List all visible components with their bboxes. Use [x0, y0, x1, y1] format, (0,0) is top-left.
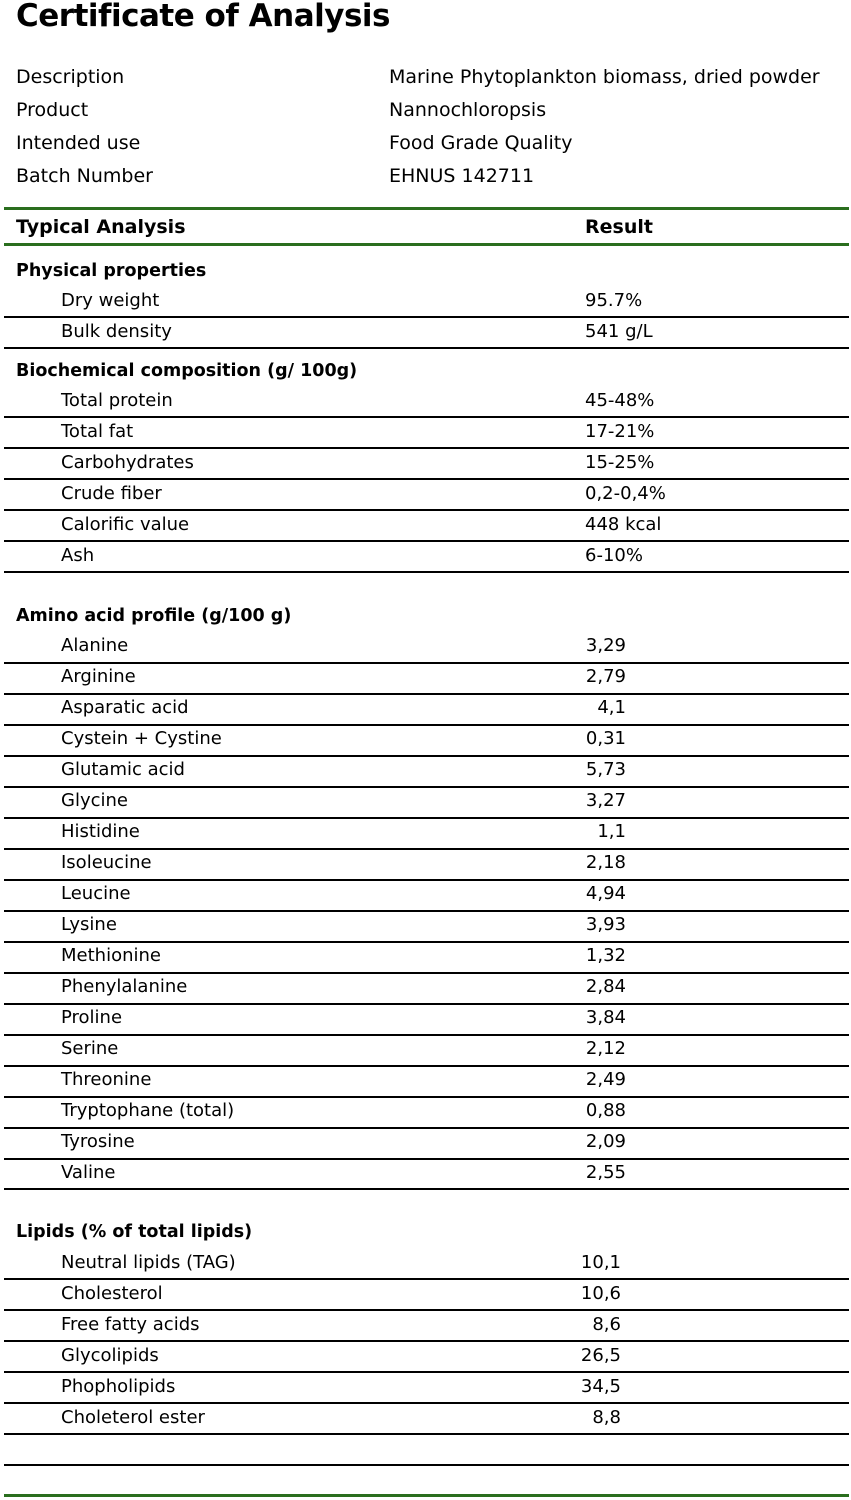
row-label: Tryptophane (total) [61, 1100, 235, 1121]
row-value: 17-21% [585, 421, 655, 442]
column-header-result: Result [585, 216, 653, 238]
page-title: Certificate of Analysis [16, 0, 390, 34]
table-row [0, 724, 851, 755]
row-label: Valine [61, 1162, 116, 1183]
row-value: 3,29 [585, 635, 626, 656]
row-value: 8,8 [592, 1407, 621, 1428]
table-header-rule [4, 243, 849, 246]
row-label: Lysine [61, 914, 117, 935]
row-value: 2,09 [585, 1131, 626, 1152]
section-title-amino-acid-profile: Amino acid profile (g/100 g) [16, 606, 292, 626]
table-row [0, 1003, 851, 1034]
row-label: Isoleucine [61, 852, 152, 873]
section-title-biochemical-composition: Biochemical composition (g/ 100g) [16, 361, 358, 381]
row-label: Crude fiber [61, 483, 162, 504]
row-value: 10,6 [580, 1283, 621, 1304]
row-label: Calorific value [61, 514, 190, 535]
row-label: Phenylalanine [61, 976, 188, 997]
section-title-lipids: Lipids (% of total lipids) [16, 1222, 253, 1242]
row-label: Carbohydrates [61, 452, 194, 473]
row-value: 6-10% [585, 545, 643, 566]
table-row [0, 386, 851, 417]
table-row [0, 417, 851, 448]
info-value: Nannochloropsis [389, 99, 547, 121]
row-value: 26,5 [580, 1345, 621, 1366]
row-divider [4, 1188, 849, 1190]
row-label: Bulk density [61, 321, 172, 342]
row-label: Tyrosine [61, 1131, 135, 1152]
row-value: 1,32 [585, 945, 626, 966]
row-value: 541 g/L [585, 321, 653, 342]
row-label: Serine [61, 1038, 119, 1059]
row-label: Arginine [61, 666, 136, 687]
info-value: Marine Phytoplankton biomass, dried powder [389, 66, 820, 88]
table-row [0, 941, 851, 972]
info-row-description [0, 61, 851, 94]
table-row [0, 1341, 851, 1372]
table-row [0, 693, 851, 724]
row-label: Threonine [61, 1069, 152, 1090]
row-value: 34,5 [580, 1376, 621, 1397]
row-value: 2,12 [585, 1038, 626, 1059]
row-label: Free fatty acids [61, 1314, 200, 1335]
table-row [0, 755, 851, 786]
table-row [0, 879, 851, 910]
row-value: 2,49 [585, 1069, 626, 1090]
row-label: Ash [61, 545, 95, 566]
row-label: Total fat [61, 421, 134, 442]
row-label: Leucine [61, 883, 131, 904]
row-label: Alanine [61, 635, 129, 656]
row-value: 95.7% [585, 290, 643, 311]
table-row [0, 510, 851, 541]
table-row [0, 848, 851, 879]
row-value: 448 kcal [585, 514, 662, 535]
row-label: Dry weight [61, 290, 160, 311]
info-value: EHNUS 142711 [389, 165, 535, 187]
row-divider [4, 571, 849, 573]
table-row [0, 448, 851, 479]
row-value: 1,1 [597, 821, 626, 842]
row-value: 45-48% [585, 390, 655, 411]
row-value: 0,2-0,4% [585, 483, 666, 504]
row-divider [4, 1433, 849, 1435]
section-title-physical-properties: Physical properties [16, 261, 207, 281]
row-label: Choleterol ester [61, 1407, 205, 1428]
table-row [0, 786, 851, 817]
table-row [0, 662, 851, 693]
row-label: Methionine [61, 945, 161, 966]
row-value: 2,79 [585, 666, 626, 687]
table-top-rule [4, 207, 849, 210]
info-label: Product [16, 99, 89, 121]
row-value: 3,84 [585, 1007, 626, 1028]
table-row [0, 1372, 851, 1403]
table-row [0, 1403, 851, 1434]
info-label: Batch Number [16, 165, 153, 187]
table-bottom-rule [4, 1494, 849, 1497]
table-row [0, 817, 851, 848]
table-row [0, 1158, 851, 1189]
row-label: Asparatic acid [61, 697, 189, 718]
table-row [0, 1096, 851, 1127]
table-row [0, 631, 851, 662]
row-divider [4, 1464, 849, 1466]
table-row [0, 1279, 851, 1310]
table-row [0, 541, 851, 572]
row-value: 0,31 [585, 728, 626, 749]
row-value: 0,88 [585, 1100, 626, 1121]
row-value: 4,1 [597, 697, 626, 718]
info-row-batch-number [0, 160, 851, 193]
row-label: Glycine [61, 790, 128, 811]
row-divider [4, 347, 849, 349]
row-label: Histidine [61, 821, 140, 842]
row-value: 8,6 [592, 1314, 621, 1335]
table-header [0, 212, 851, 244]
table-row [0, 1065, 851, 1096]
table-row [0, 910, 851, 941]
info-row-intended-use [0, 127, 851, 160]
row-value: 15-25% [585, 452, 655, 473]
row-value: 4,94 [585, 883, 626, 904]
info-row-product [0, 94, 851, 127]
row-label: Cholesterol [61, 1283, 163, 1304]
row-label: Neutral lipids (TAG) [61, 1252, 236, 1273]
row-label: Phopholipids [61, 1376, 176, 1397]
table-row [0, 1127, 851, 1158]
row-label: Glutamic acid [61, 759, 185, 780]
table-row [0, 317, 851, 348]
table-row [0, 286, 851, 317]
row-value: 2,55 [585, 1162, 626, 1183]
table-row [0, 1034, 851, 1065]
row-value: 3,27 [585, 790, 626, 811]
table-row [0, 479, 851, 510]
row-value: 3,93 [585, 914, 626, 935]
row-label: Cystein + Cystine [61, 728, 222, 749]
table-row [0, 1310, 851, 1341]
info-value: Food Grade Quality [389, 132, 573, 154]
row-value: 2,84 [585, 976, 626, 997]
info-label: Description [16, 66, 125, 88]
row-value: 10,1 [580, 1252, 621, 1273]
table-row [0, 1248, 851, 1279]
info-label: Intended use [16, 132, 141, 154]
row-value: 5,73 [585, 759, 626, 780]
row-label: Proline [61, 1007, 123, 1028]
row-value: 2,18 [585, 852, 626, 873]
column-header-analysis: Typical Analysis [16, 216, 186, 238]
table-row [0, 972, 851, 1003]
row-label: Glycolipids [61, 1345, 159, 1366]
row-label: Total protein [61, 390, 173, 411]
